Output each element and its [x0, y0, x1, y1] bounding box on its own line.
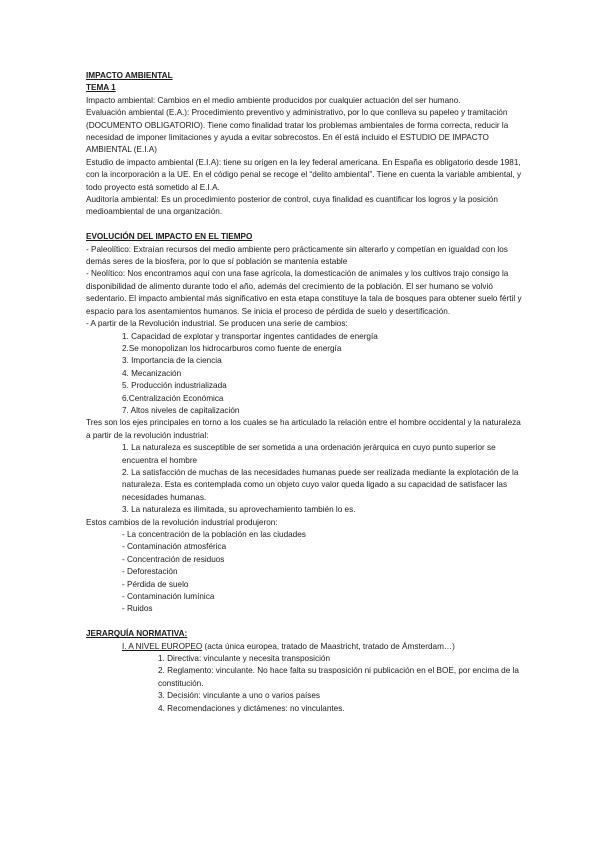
definition-estudio: Estudio de impacto ambiental (E.I.A): tiene su origen en la ley federal americana. En España es obligatorio desde 1981, con la incorporación a la UE. En el código penal se recoge el “delito ambiental”. Tiene en cuenta la variable ambiental, y todo proyecto está sometido al E.I.A. — [86, 157, 522, 192]
subsection-note: (acta única europea, tratado de Maastricht, tratado de Ámsterdam…) — [202, 641, 455, 651]
section-heading-evolucion: EVOLUCIÓN DEL IMPACTO EN EL TIEMPO — [86, 232, 253, 242]
list-item: 3. Decisión: vinculante a uno o varios países — [158, 691, 321, 701]
list-item: 2. Reglamento: vinculante. No hace falta su trasposición ni publicación en el BOE, por encima de la constitución. — [158, 666, 519, 688]
list-item: 1. Capacidad de explotar y transportar ingentes cantidades de energía — [122, 331, 378, 341]
section-heading-jerarquia: JERARQUÍA NORMATIVA: — [86, 629, 188, 639]
list-item: 2.Se monopolizan los hidrocarburos como fuente de energía — [122, 343, 342, 353]
definition-auditoria: Auditoría ambiental: Es un procedimiento posterior de control, cuya finalidad es cuantificar los logros y la posición medioambiental de una organización. — [86, 195, 498, 217]
list-item: 4. Mecanización — [122, 368, 182, 378]
list-item: 3. La naturaleza es ilimitada, su aprovechamiento también lo es. — [122, 505, 356, 515]
list-item: 1. Directiva: vinculante y necesita transposición — [158, 654, 331, 664]
definition-impacto: Impacto ambiental: Cambios en el medio ambiente producidos por cualquier actuación del ser humano. — [86, 95, 461, 105]
definition-evaluacion: Evaluación ambiental (E.A.): Procedimiento preventivo y administrativo, por lo que conlleva su papeleo y tramitación (DOCUMENTO OBLIGATORIO). Tiene como finalidad tratar los problemas ambientales de forma correcta, reducir la necesidad de imponer limitaciones y ayuda a evitar sobrecostos. En él está incluido el ESTUDIO DE IMPACTO AMBIENTAL (E.I.A) — [86, 108, 509, 155]
document-page — [86, 70, 526, 715]
list-item: 7. Altos niveles de capitalización — [122, 405, 240, 415]
list-item: 5. Producción industrializada — [122, 381, 227, 391]
list-item: 1. La naturaleza es susceptible de ser sometida a una ordenación jerárquica en cuyo punto superior se encuentra el hombre — [122, 443, 496, 465]
list-item: - Contaminación lumínica — [122, 592, 215, 602]
paragraph-ejes-intro: Tres son los ejes principales en torno a los cuales se ha articulado la relación entre el hombre occidental y la naturaleza a partir de la revolución industrial: — [86, 418, 521, 440]
list-item: - Ruidos — [122, 604, 153, 614]
subsection-nivel-europeo — [86, 641, 526, 653]
paragraph-revolucion: - A partir de la Revolución industrial. Se producen una serie de cambios: — [86, 319, 348, 329]
list-item: - Deforestación — [122, 567, 178, 577]
list-item: - Concentración de residuos — [122, 554, 225, 564]
paragraph-produjeron: Estos cambios de la revolución industrial produjeron: — [86, 517, 278, 527]
paragraph-neolitico: - Neolítico: Nos encontramos aquí con una fase agrícola, la domesticación de animales y los cultivos trajo consigo la disponibilidad de alimento durante todo el año, además del crecimiento de la población. El ser humano se volvió sedentario. El impacto ambiental más significativo en esta etapa constituye la tala de bosques para obtener suelo fértil y espacio para los asentamientos humanos. Se inicia el proceso de pérdida de suelo y desertificación. — [86, 269, 522, 316]
list-item: 6.Centralización Económica — [122, 393, 224, 403]
paragraph-paleolitico: - Paleolítico: Extraían recursos del medio ambiente pero prácticamente sin alterarlo y competían en igualdad con los demás seres de la biosfera, por lo que sí población se mantenía estable — [86, 244, 508, 267]
topic-heading: TEMA 1 — [86, 83, 116, 93]
list-item: - Contaminación atmosférica — [122, 542, 227, 552]
list-item: 2. La satisfacción de muchas de las necesidades humanas puede ser realizada mediante la explotación de la naturaleza. Esta es contemplada como un objeto cuyo valor queda ligado a su capacidad de satisfacer las necesidades humanas. — [122, 467, 519, 502]
document-title: IMPACTO AMBIENTAL — [86, 71, 173, 80]
subsection-label: I. A NIVEL EUROPEO — [122, 641, 203, 651]
list-item: 4. Recomendaciones y dictámenes: no vinculantes. — [158, 703, 345, 713]
list-item: - La concentración de la población en las ciudades — [122, 530, 306, 540]
list-item: 3. Importancia de la ciencia — [122, 356, 222, 366]
list-item: - Pérdida de suelo — [122, 579, 189, 589]
